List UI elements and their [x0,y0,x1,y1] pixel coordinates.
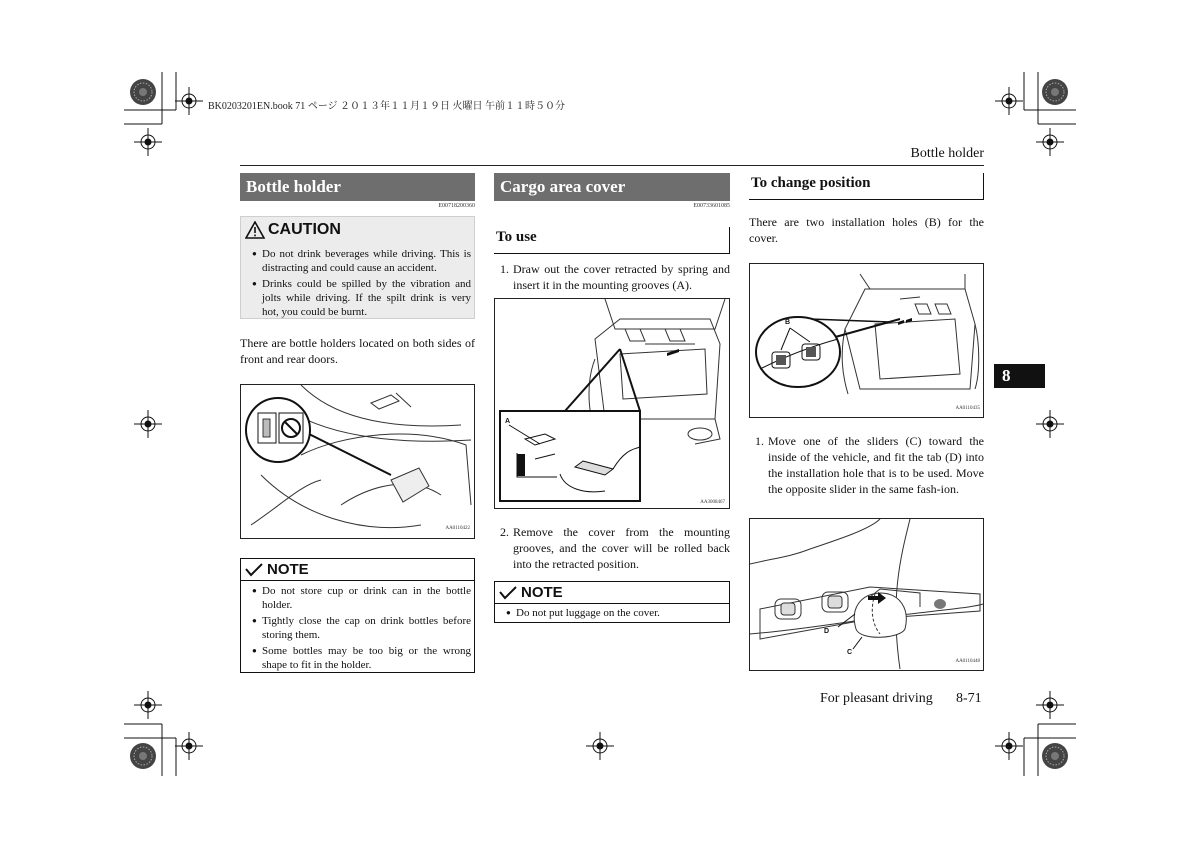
caution-item: ● Drinks could be spilled by the vibration and jolts while driving. If the spilt drink is very hot, you could be burnt. [241,277,474,319]
figure-code: AA3008467 [700,500,725,505]
step-1-number: 1. [755,434,764,448]
figure-slider-tab [749,518,984,671]
figure-code: AA0110422 [445,526,470,531]
figure-code: AA0110435 [955,406,980,411]
figure-label-b: B [785,319,791,326]
caution-box [240,216,475,319]
installation-holes-illustration [750,264,983,417]
note-item: ● Some bottles may be too big or the wrong shape to fit in the holder. [241,644,474,672]
caution-header [245,221,341,239]
subheading-to-use: To use [494,227,730,254]
note-item: ● Do not store cup or drink can in the bottle holder. [241,584,474,612]
footer-section: For pleasant driving [820,691,933,706]
caution-list [241,245,474,319]
note-item: ● Tightly close the cap on drink bottles before storing them. [241,614,474,642]
cargo-cover-illustration [495,299,729,508]
chapter-tab: 8 [994,364,1045,388]
figure-installation-holes [749,263,984,418]
slider-tab-illustration [750,519,983,670]
step-2-text: Remove the cover from the mounting grooves, and the cover will be rolled back into the retracted position. [513,525,730,571]
note-label: NOTE [267,561,309,578]
note-header [495,582,729,604]
figure-label-c: C [847,649,853,656]
note-box-bottle-holder [240,558,475,673]
subheading-to-change-position: To change position [749,173,984,200]
section-code: E00733601085 [693,203,730,209]
step-1-text: Draw out the cover retracted by spring and insert it in the mounting grooves (A). [513,262,730,292]
figure-cargo-cover-use [494,298,730,509]
section-title-cargo-area-cover: Cargo area cover [494,173,730,201]
note-header [241,559,474,581]
warning-icon [245,221,265,239]
running-head: Bottle holder [910,146,984,161]
figure-label-d: D [824,628,830,635]
note-check-icon [245,563,263,577]
note-check-icon [499,586,517,600]
note-label: NOTE [521,584,563,601]
step-1-text: Move one of the sliders (C) toward the inside of the vehicle, and fit the tab (D) into the installation hole that is to be used. Move the opposite slider in the same fash-ion. [768,434,984,496]
step-2-number: 2. [500,525,509,539]
section-code: E00718200360 [438,203,475,209]
figure-bottle-holder [240,384,475,539]
step-1-number: 1. [500,262,509,276]
book-meta: BK0203201EN.book 71 ページ ２０１３年１１月１９日 火曜日 午前１１時５０分 [208,101,566,112]
change-position-intro: There are two installation holes (B) for the cover. [749,215,984,245]
header-rule [240,165,984,166]
section-title-bottle-holder: Bottle holder [240,173,475,201]
note-box-cargo-cover [494,581,730,623]
figure-label-a: A [505,418,511,425]
caution-item: ● Do not drink beverages while driving. This is distracting and could cause an accident. [241,247,474,275]
note-item: ● Do not put luggage on the cover. [495,606,729,620]
bottle-holder-illustration [241,385,474,538]
figure-code: AA0110448 [955,659,980,664]
page-number: 8-71 [956,691,982,706]
caution-label: CAUTION [268,221,341,238]
bottle-holder-intro: There are bottle holders located on both sides of front and rear doors. [240,336,475,366]
